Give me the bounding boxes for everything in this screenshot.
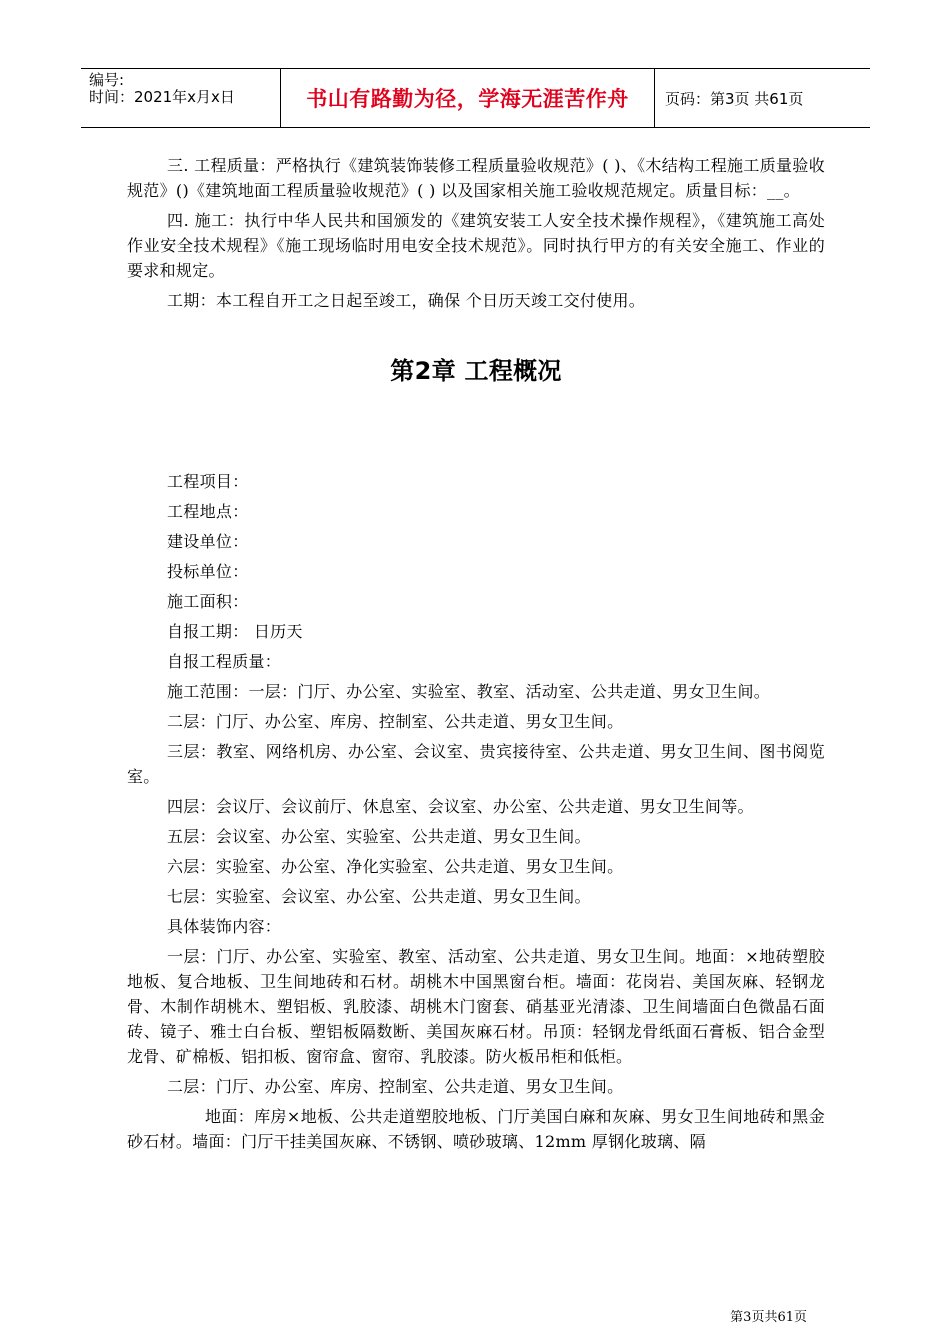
scope-floor-2: 二层：门厅、办公室、库房、控制室、公共走道、男女卫生间。 (167, 712, 624, 731)
paragraph-quality: 三. 工程质量：严格执行《建筑装饰装修工程质量验收规范》( )、《木结构工程施工质量验收规范》()《建筑地面工程质量验收规范》( ) 以及国家相关施工验收规范规定。质量目标：__。 (127, 156, 825, 200)
header-meta (81, 69, 281, 127)
info-duration: 自报工期： 日历天 (167, 622, 303, 641)
document-body (127, 153, 825, 1159)
header-page-number: 页码：第3页 共61页 (665, 89, 804, 108)
scope-floor-1: 施工范围：一层：门厅、办公室、实验室、教室、活动室、公共走道、男女卫生间。 (167, 682, 771, 701)
document-date: 时间：2021年x月x日 (89, 88, 235, 106)
page-header (81, 68, 870, 128)
info-project: 工程项目： (167, 472, 249, 491)
info-bidder: 投标单位： (167, 562, 249, 581)
scope-floor-3: 三层：教室、网络机房、办公室、会议室、贵宾接待室、公共走道、男女卫生间、图书阅览室。 (127, 742, 825, 786)
decoration-heading: 具体装饰内容： (167, 917, 282, 936)
decoration-floor-1: 一层：门厅、办公室、实验室、教室、活动室、公共走道、男女卫生间。地面：×地砖塑胶地板、复合地板、卫生间地砖和石材。胡桃木中国黑窗台柜。墙面：花岗岩、美国灰麻、轻钢龙骨、木制作胡桃木、塑铝板、乳胶漆、胡桃木门窗套、硝基亚光清漆、卫生间墙面白色微晶石面砖、镜子、雅士白台板、塑铝板隔数断、美国灰麻石材。吊顶：轻钢龙骨纸面石膏板、铝合金型龙骨、矿棉板、铝扣板、窗帘盒、窗帘、乳胶漆。防火板吊柜和低柜。 (127, 947, 825, 1066)
chapter-title: 第2章 工程概况 (390, 357, 562, 385)
info-area: 施工面积： (167, 592, 249, 611)
scope-floor-7: 七层：实验室、会议室、办公室、公共走道、男女卫生间。 (167, 887, 591, 906)
chapter-spacer (127, 387, 825, 469)
scope-floor-4: 四层：会议厅、会议前厅、休息室、会议室、办公室、公共走道、男女卫生间等。 (167, 797, 754, 816)
paragraph-schedule: 工期：本工程自开工之日起至竣工，确保 个日历天竣工交付使用。 (167, 291, 646, 310)
info-location: 工程地点： (167, 502, 249, 521)
scope-floor-5: 五层：会议室、办公室、实验室、公共走道、男女卫生间。 (167, 827, 591, 846)
decoration-floor-2-details: 地面：库房×地板、公共走道塑胶地板、门厅美国白麻和灰麻、男女卫生间地砖和黑金砂石材。墙面：门厅干挂美国灰麻、不锈钢、喷砂玻璃、12mm 厚钢化玻璃、隔 (127, 1107, 825, 1151)
decoration-floor-2: 二层：门厅、办公室、库房、控制室、公共走道、男女卫生间。 (167, 1077, 624, 1096)
info-quality: 自报工程质量： (167, 652, 282, 671)
info-owner: 建设单位： (167, 532, 249, 551)
paragraph-safety: 四. 施工：执行中华人民共和国颁发的《建筑安装工人安全技术操作规程》，《建筑施工高处作业安全技术规程》《施工现场临时用电安全技术规范》。同时执行甲方的有关安全施工、作业的要求和规定。 (127, 211, 825, 280)
header-page-cell (655, 69, 870, 127)
page-footer: 第3页共61页 (730, 1310, 807, 1325)
header-motto-cell (281, 69, 655, 127)
scope-floor-6: 六层：实验室、办公室、净化实验室、公共走道、男女卫生间。 (167, 857, 624, 876)
header-motto: 书山有路勤为径，学海无涯苦作舟 (306, 87, 629, 111)
document-number-label: 编号: (89, 71, 125, 89)
